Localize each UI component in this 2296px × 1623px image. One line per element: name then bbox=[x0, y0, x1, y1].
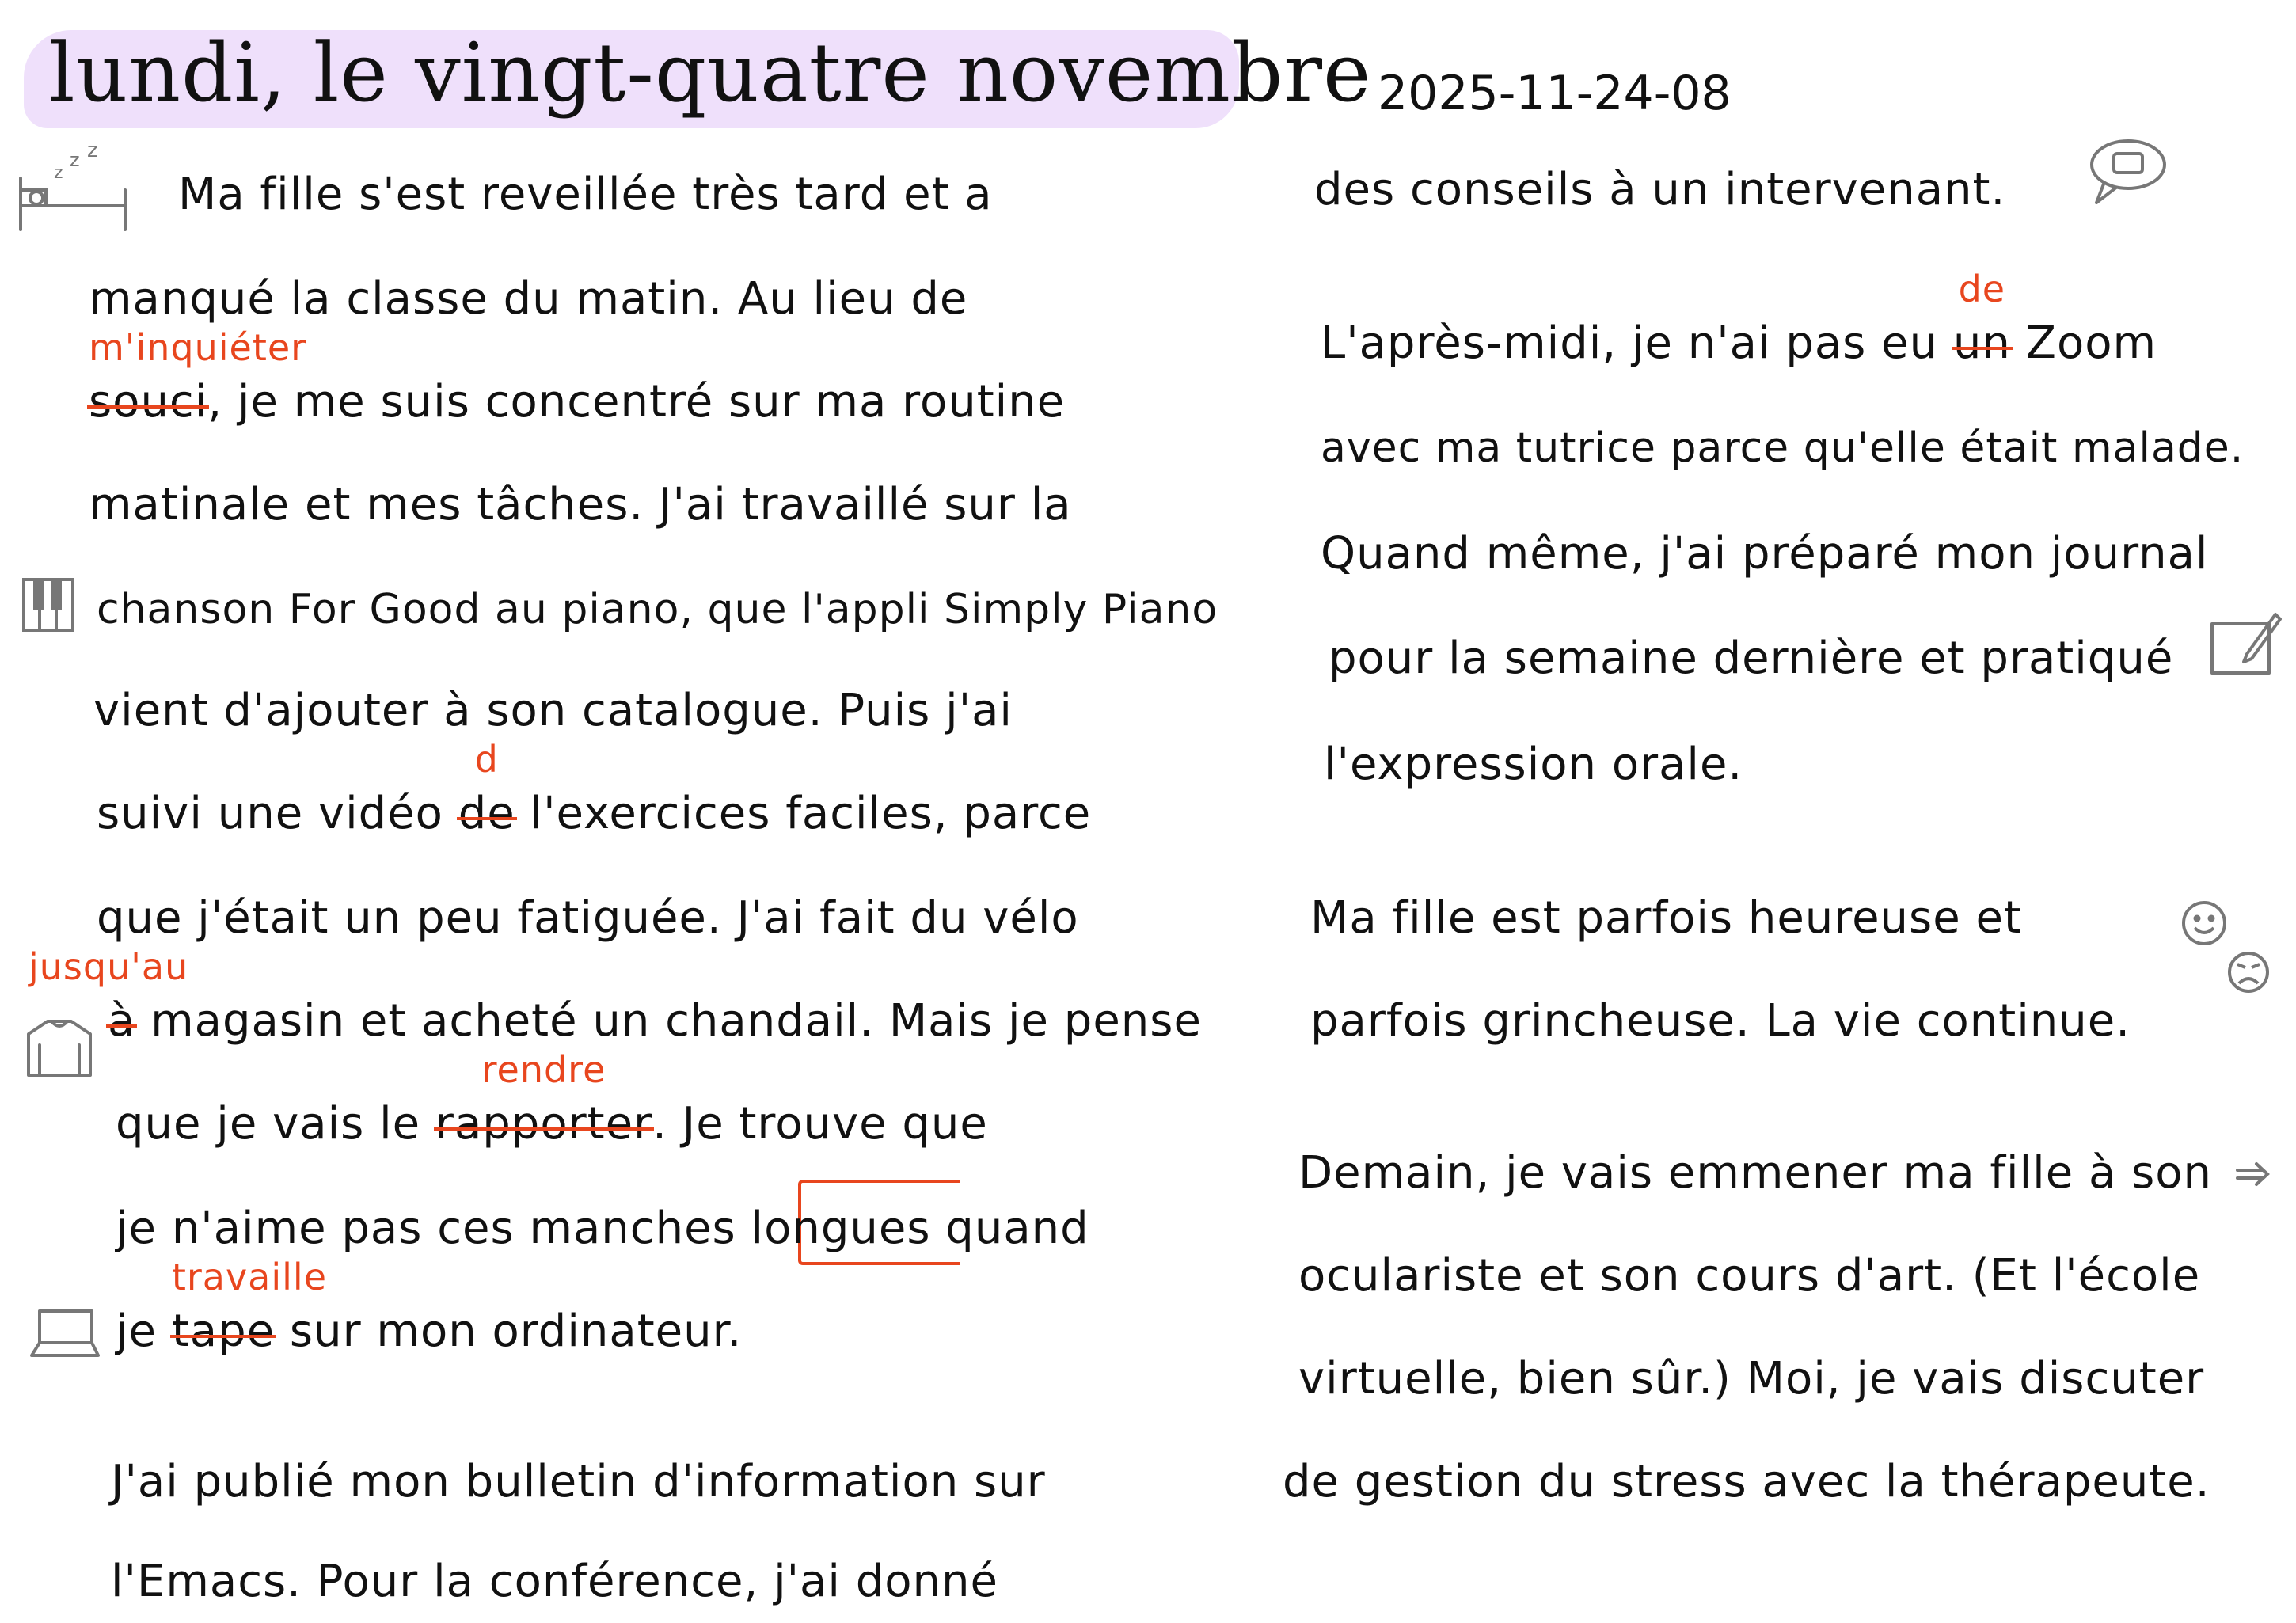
correction-annotation: jusqu'au bbox=[29, 945, 189, 988]
strikethrough-word: tape travaille bbox=[172, 1292, 275, 1371]
page-title: lundi, le vingt-quatre novembre bbox=[49, 26, 1372, 120]
text-line: Quand même, j'ai préparé mon journal bbox=[1321, 528, 2209, 580]
correction-annotation: m'inquiéter bbox=[89, 326, 307, 369]
arrow-right-icon bbox=[2234, 1161, 2272, 1189]
sweater-icon bbox=[24, 1017, 95, 1080]
text-line: Ma fille est parfois heureuse et bbox=[1310, 892, 2022, 944]
text-line: l'expression orale. bbox=[1324, 739, 1743, 790]
text-line: matinale et mes tâches. J'ai travaillé sur la bbox=[89, 479, 1072, 530]
strikethrough-word: souci m'inquiéter bbox=[89, 363, 207, 442]
svg-text:z: z bbox=[87, 143, 98, 162]
text-line: suivi une vidéo de d l'exercices faciles, parce bbox=[97, 774, 1091, 853]
journal-pen-icon bbox=[2207, 603, 2283, 679]
grumpy-face-icon bbox=[2225, 948, 2272, 996]
strikethrough-word: de d bbox=[458, 774, 515, 853]
text-line: l'Emacs. Pour la conférence, j'ai donné bbox=[111, 1556, 998, 1607]
svg-text:z: z bbox=[54, 163, 63, 183]
text-line: de gestion du stress avec la thérapeute. bbox=[1283, 1456, 2210, 1507]
text-line: Ma fille s'est reveillée très tard et a bbox=[178, 169, 993, 220]
text-line: pour la semaine dernière et pratiqué bbox=[1329, 633, 2174, 684]
text-line: vient d'ajouter à son catalogue. Puis j'ai bbox=[93, 685, 1013, 736]
text-line: souci m'inquiéter , je me suis concentré sur ma routine bbox=[89, 363, 1065, 442]
correction-annotation: d bbox=[474, 738, 499, 781]
strikethrough-word: rapporter rendre bbox=[435, 1085, 652, 1164]
text-line: J'ai publié mon bulletin d'information sur bbox=[111, 1456, 1046, 1507]
speech-bubble-icon bbox=[2082, 136, 2169, 207]
entry-date: 2025-11-24-08 bbox=[1378, 66, 1732, 121]
happy-face-icon bbox=[2179, 898, 2229, 948]
correction-annotation: rendre bbox=[481, 1048, 606, 1091]
text-line: manqué la classe du matin. Au lieu de bbox=[89, 273, 968, 325]
svg-text:z: z bbox=[70, 149, 80, 171]
text-line: parfois grincheuse. La vie continue. bbox=[1310, 995, 2131, 1047]
text-line: que j'était un peu fatiguée. J'ai fait du vélo bbox=[97, 892, 1079, 944]
sleeping-bed-icon bbox=[14, 143, 133, 238]
strikethrough-word: un de bbox=[1953, 304, 2011, 383]
text-line: je n'aime pas ces manches longues quand bbox=[116, 1203, 1089, 1254]
text-line: L'après-midi, je n'ai pas eu un de Zoom bbox=[1321, 304, 2157, 383]
text-line: virtuelle, bien sûr.) Moi, je vais discuter bbox=[1298, 1353, 2205, 1404]
correction-annotation: travaille bbox=[171, 1256, 328, 1298]
text-line: ocularistе et son cours d'art. (Et l'école bbox=[1298, 1250, 2201, 1302]
text-line: avec ma tutrice parce qu'elle était malade. bbox=[1321, 424, 2245, 472]
strikethrough-word: à jusqu'au bbox=[108, 982, 135, 1061]
text-line: à jusqu'au magasin et acheté un chandail. Mais je pense bbox=[108, 982, 1202, 1061]
piano-icon bbox=[21, 576, 76, 633]
text-line: des conseils à un intervenant. bbox=[1314, 164, 2006, 215]
text-line: je tape travaille sur mon ordinateur. bbox=[116, 1292, 742, 1371]
laptop-icon bbox=[29, 1306, 100, 1362]
correction-annotation: de bbox=[1958, 268, 2006, 310]
text-line: chanson For Good au piano, que l'appli Simply Piano bbox=[97, 586, 1218, 633]
text-line: que je vais le rapporter rendre . Je trouve que bbox=[116, 1085, 988, 1164]
text-line: Demain, je vais emmener ma fille à son bbox=[1298, 1147, 2213, 1199]
